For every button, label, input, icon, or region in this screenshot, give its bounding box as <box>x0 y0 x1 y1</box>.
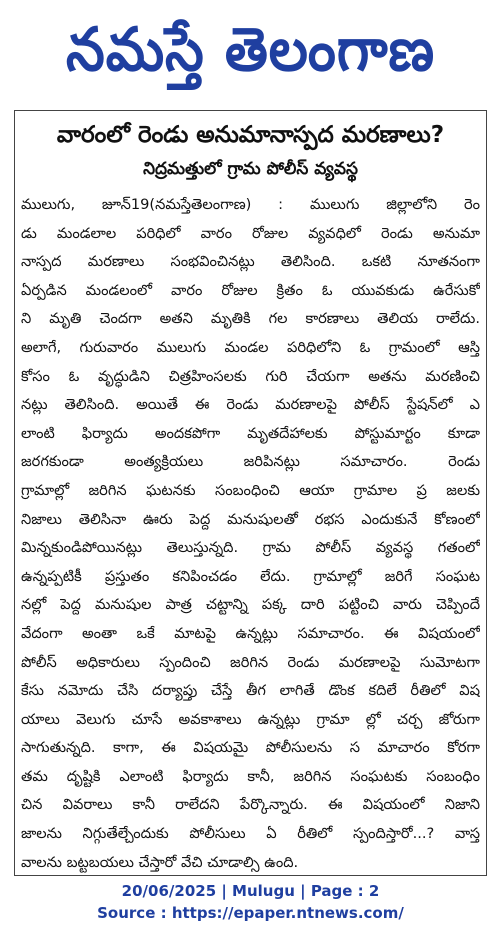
article-line: వేదంగా అంతా ఒకే మాటపై ఉన్నట్లు సమాచారం. ఈ విషయంలో <box>21 624 480 642</box>
newspaper-logo: నమస్తే తెలంగాణ <box>65 15 435 85</box>
article-line: జరగకుండా అంత్యక్రియలు జరిపినట్లు సమాచారం. రెండు <box>21 453 480 471</box>
article-body <box>21 191 480 877</box>
article-line: తమ దృష్టికి ఎలాంటి ఫిర్యాదు కానీ, జరిగిన సంఘటకు సంబంధిం <box>21 767 480 785</box>
article-box <box>14 110 487 876</box>
article-line: లాంటి ఫిర్యాదు అందకపోగా మృతదేహాలకు పోస్టుమార్టం కూడా <box>21 424 480 442</box>
article-line: పోలీస్ అధికారులు స్పందించి జరిగిన రెండు మరణాలపై సుమోటగా <box>21 653 480 671</box>
date-page-line: 20/06/2025 | Mulugu | Page : 2 <box>121 882 380 900</box>
article-headline: వారంలో రెండు అనుమానాస్పద మరణాలు? <box>56 122 445 148</box>
article-line: నిజాలు తెలిసినా ఊరు పెద్ద మనుషులతో రభస ఎందుకునే కోణంలో <box>21 510 480 528</box>
article-line: గ్రామాల్లో జరిగిన ఘటనకు సంబంధించి ఆయా గ్రామాల ప్ర జలకు <box>21 481 480 499</box>
article-line: వాలను బట్టబయలు చేస్తారో వేచి చూడాల్సి ఉంది. <box>21 853 299 871</box>
clipping-footer <box>0 880 501 924</box>
article-line: అలాగే, గురువారం ములుగు మండల పరిధిలోని ఓ గ్రామంలో ఆస్తి <box>21 338 480 356</box>
article-line: ఉన్నప్పటికీ ప్రస్తుతం కనిపించడం లేదు. గ్రామాల్లో జరిగే సంఘట <box>21 567 480 585</box>
source-line: Source : https://epaper.ntnews.com/ <box>97 904 404 922</box>
article-line: మిన్నకుండిపోయినట్లు తెలుస్తున్నది. గ్రామ పోలీస్ వ్యవస్థ గతంలో <box>21 539 480 557</box>
article-line: ఏర్పడిన మండలంలో వారం రోజుల క్రితం ఓ యువకుడు ఉరేసుకో <box>21 281 480 299</box>
article-line: కేసు నమోదు చేసి దర్యాప్తు చేస్తే తీగ లాగితే డొంక కదిలే రీతిలో విష <box>21 682 480 700</box>
article-subheadline: నిద్రమత్తులో గ్రామ పోలీస్ వ్యవస్థ <box>143 159 358 179</box>
article-line: నాస్పద మరణాలు సంభవించినట్లు తెలిసింది. ఒకటి నూతనంగా <box>21 253 480 271</box>
article-line: ని మృతి చెందగా అతని మృతికి గల కారణాలు తెలియ రాలేదు. <box>21 310 480 328</box>
masthead <box>0 4 501 102</box>
article-line: చిన వివరాలు కానీ రాలేదని పేర్కొన్నారు. ఈ విషయంలో నిజాని <box>21 796 480 814</box>
article-line: డు మండలాల పరిధిలో వారం రోజుల వ్యవధిలో రెండు అనుమా <box>21 224 480 242</box>
article-line: ములుగు, జూన్19(నమస్తేతెలంగాణ) : ములుగు జిల్లాలోని రెం <box>21 196 480 213</box>
article-line: జాలను నిగ్గుతేల్చేందుకు పోలీసులు ఏ రీతిలో స్పందిస్తారో...? వాస్త <box>21 825 480 843</box>
article-line: నట్లు తెలిసింది. అయితే ఈ రెండు మరణాలపై పోలీస్ స్టేషన్‌లో ఎ <box>21 396 480 414</box>
article-line: సాగుతున్నది. కాగా, ఈ విషయమై పోలీసులను స మాచారం కోరగా <box>21 739 480 757</box>
article-line: నల్లో పెద్ద మనుషుల పాత్ర చట్టాన్ని పక్క దారి పట్టించి వారు చెప్పిందే <box>21 596 480 614</box>
article-line: యాలు వెలుగు చూసే అవకాశాలు ఉన్నట్లు గ్రామా ల్లో చర్చ జోరుగా <box>21 710 480 728</box>
article-line: కోసం ఓ వృద్ధుడిని చిత్రహింసలకు గురి చేయగా అతను మరణించి <box>21 367 480 385</box>
